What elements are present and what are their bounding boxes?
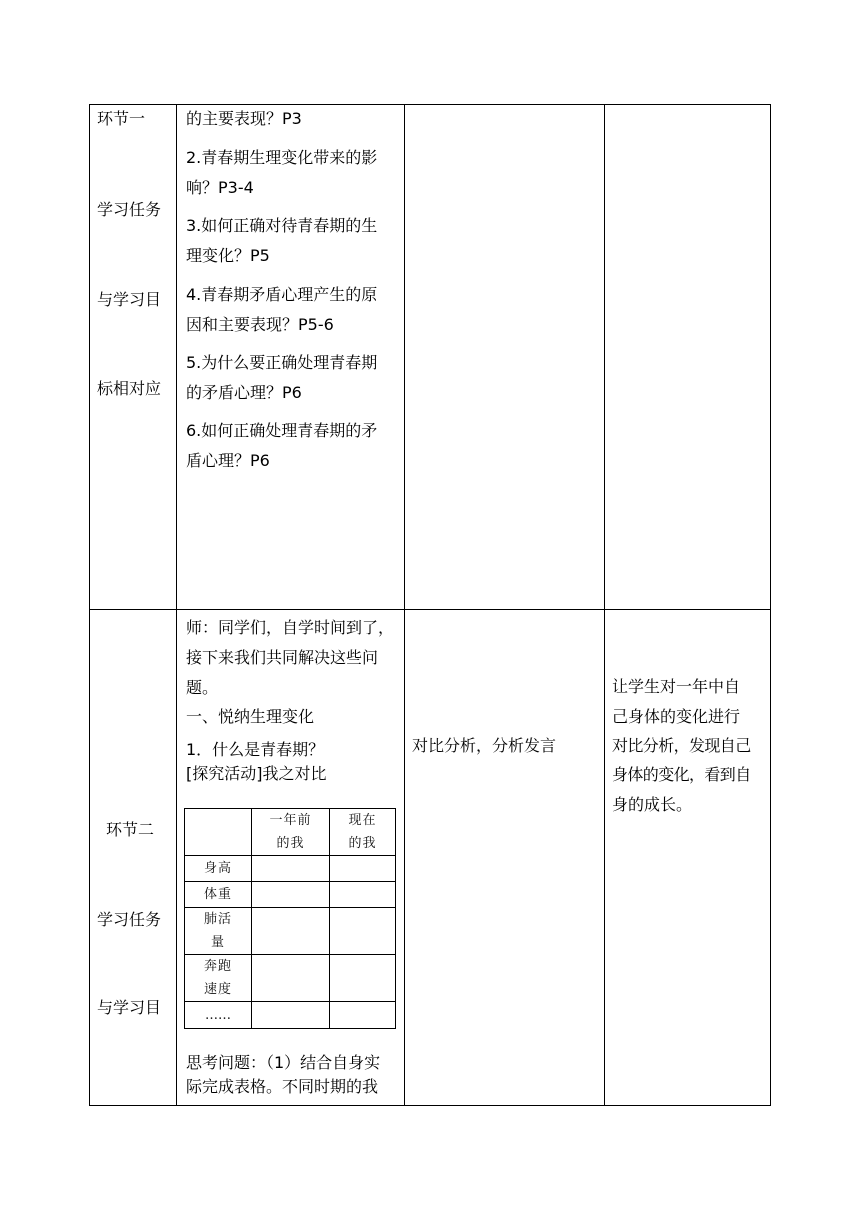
- content-line: 师：同学们，自学时间到了，: [186, 618, 395, 637]
- content-line: 理变化？P5: [186, 246, 270, 265]
- table-border-right: [770, 104, 771, 1106]
- intent-line: 己身体的变化进行: [612, 707, 741, 726]
- stage-label: 学习任务: [97, 200, 162, 219]
- compare-table-line: [184, 1028, 396, 1029]
- content-line: 际完成表格。不同时期的我: [186, 1077, 379, 1096]
- content-line: 思考问题：（1）结合自身实: [186, 1053, 381, 1072]
- intent-line: 身的成长。: [612, 795, 693, 814]
- content-line: 接下来我们共同解决这些问: [186, 648, 379, 667]
- stage-label: 与学习目: [97, 290, 162, 309]
- row2-activity-cell: 对比分析，分析发言: [412, 736, 557, 755]
- section-heading: 一、悦纳生理变化: [186, 707, 315, 726]
- intent-line: 对比分析，发现自己: [612, 736, 751, 755]
- compare-table-line: [184, 1001, 396, 1002]
- content-line: 响？P3-4: [186, 178, 254, 197]
- table-border-bottom: [89, 1105, 771, 1106]
- compare-row-label: 身高: [203, 861, 232, 876]
- compare-header-cell: 现在 的我: [348, 813, 377, 851]
- table-col-divider-2: [404, 104, 405, 1106]
- intent-line: 身体的变化，看到自: [612, 765, 751, 784]
- stage-label: 学习任务: [97, 910, 162, 929]
- content-line: 6.如何正确处理青春期的矛: [186, 421, 378, 440]
- content-line: 1．什么是青春期？: [186, 740, 325, 759]
- table-col-divider-1: [176, 104, 177, 1106]
- table-col-divider-3: [604, 104, 605, 1106]
- content-line: 题。: [186, 678, 219, 697]
- compare-row-label: 肺活 量: [203, 912, 232, 950]
- content-line: 因和主要表现？P5-6: [186, 315, 334, 334]
- content-line: [探究活动]我之对比: [186, 764, 327, 783]
- compare-header-cell: 一年前 的我: [269, 813, 312, 851]
- content-line: 的矛盾心理？P6: [186, 383, 302, 402]
- content-line: 5.为什么要正确处理青春期: [186, 353, 378, 372]
- compare-row-label: ……: [205, 1008, 231, 1023]
- compare-table-line: [184, 881, 396, 882]
- compare-row-label: 奔跑 速度: [203, 959, 232, 997]
- content-line: 的主要表现？P3: [186, 109, 302, 128]
- table-border-left: [89, 104, 90, 1106]
- intent-line: 让学生对一年中自: [612, 677, 741, 696]
- stage-label: 环节二: [106, 820, 155, 839]
- compare-table-line: [395, 808, 396, 1029]
- stage-label: 标相对应: [97, 379, 162, 398]
- stage-label: 环节一: [97, 109, 146, 128]
- content-line: 3.如何正确对待青春期的生: [186, 216, 378, 235]
- compare-row-label: 体重: [203, 887, 232, 902]
- content-line: 2.青春期生理变化带来的影: [186, 148, 378, 167]
- compare-table-line: [184, 855, 396, 856]
- table-row-divider: [89, 609, 771, 610]
- stage-label: 与学习目: [97, 998, 162, 1017]
- content-line: 4.青春期矛盾心理产生的原: [186, 285, 378, 304]
- content-line: 盾心理？P6: [186, 451, 270, 470]
